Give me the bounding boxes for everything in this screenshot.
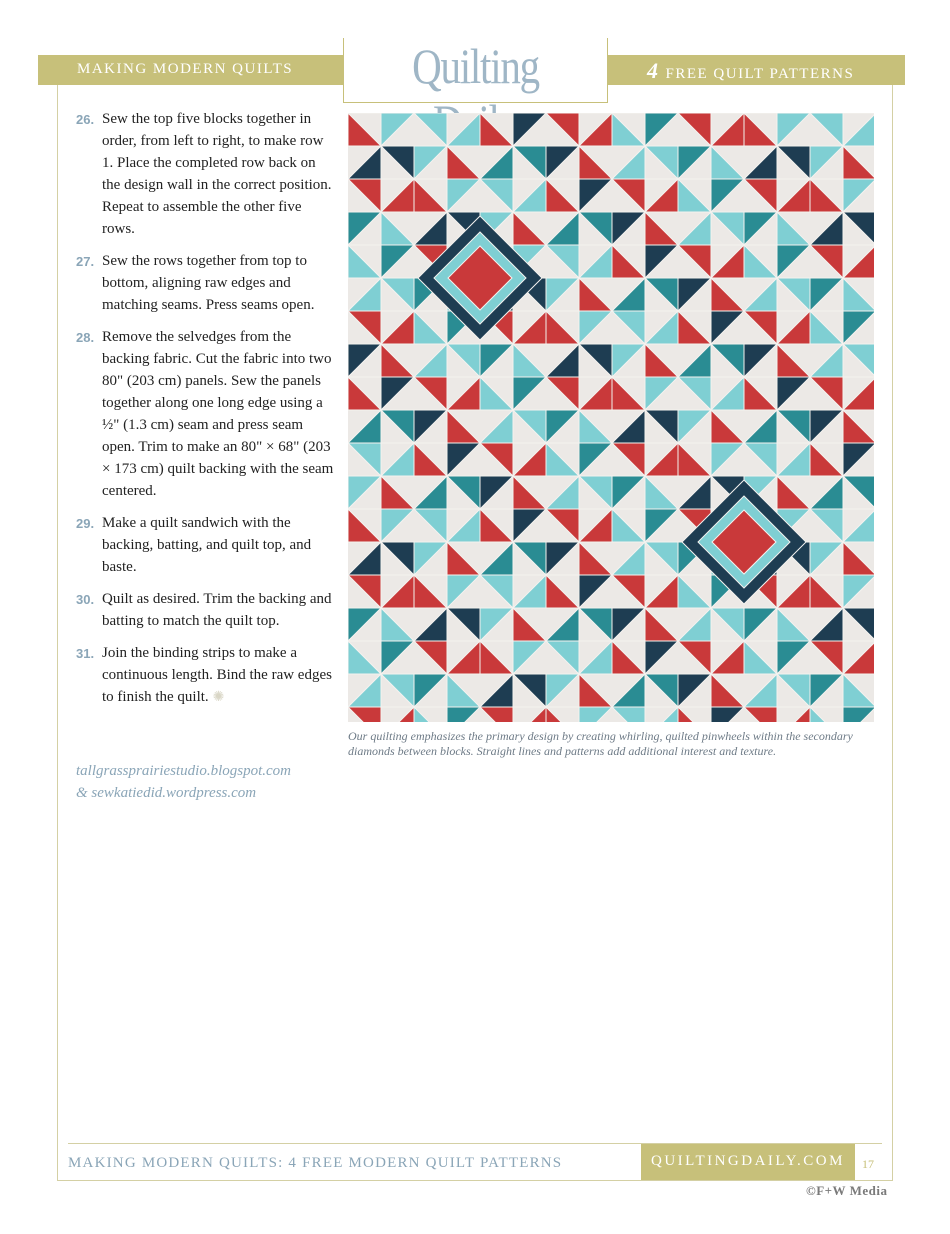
designer-links: [76, 760, 291, 804]
quilt-patch: [645, 641, 678, 674]
quilt-patch: [348, 575, 381, 608]
quilt-patch: [711, 707, 744, 722]
quilt-patch: [579, 410, 612, 443]
quilt-patch: [612, 146, 645, 179]
quilt-patch: [843, 443, 874, 476]
quilt-patch: [348, 443, 381, 476]
quilt-patch: [678, 245, 711, 278]
quilt-patch: [777, 608, 810, 641]
quilt-patch: [579, 146, 612, 179]
quilt-patch: [348, 707, 381, 722]
quilt-patch: [711, 311, 744, 344]
quilt-patch: [480, 542, 513, 575]
quilt-patch: [480, 674, 513, 707]
step-text: Quilt as desired. Trim the backing and batting to match the quilt top.: [102, 591, 332, 629]
quilt-patch: [513, 377, 546, 410]
quilt-patch: [744, 146, 777, 179]
quilt-patch: [612, 179, 645, 212]
quilt-patch: [546, 377, 579, 410]
quilt-patch: [810, 509, 843, 542]
page-number: 17: [862, 1157, 874, 1171]
step-number: 31.: [76, 646, 95, 661]
quilt-patch: [546, 344, 579, 377]
header-section-title: MAKING MODERN QUILTS: [77, 61, 294, 77]
quilt-patch: [711, 674, 744, 707]
quilt-patch: [645, 509, 678, 542]
quilt-patch: [645, 377, 678, 410]
quilt-patch: [744, 179, 777, 212]
quilt-patch: [579, 674, 612, 707]
quilt-patch: [810, 641, 843, 674]
quilt-patch: [513, 476, 546, 509]
quilt-patch: [348, 410, 381, 443]
quilt-patch: [843, 311, 874, 344]
quilt-patch: [414, 509, 447, 542]
quilt-patch: [810, 245, 843, 278]
quilt-patch: [513, 113, 546, 146]
quilt-patch: [711, 443, 744, 476]
quilt-patch: [645, 113, 678, 146]
footer-site-link[interactable]: QUILTINGDAILY.COM: [651, 1153, 845, 1169]
quilt-patch: [612, 542, 645, 575]
quilt-patch: [480, 179, 513, 212]
quilt-patch: [414, 212, 447, 245]
quilt-patch: [612, 278, 645, 311]
quilt-patch: [381, 377, 414, 410]
step-text: Make a quilt sandwich with the backing, batting, and quilt top, and baste.: [102, 515, 312, 575]
step-item: [76, 588, 334, 632]
quilt-patch: [579, 311, 612, 344]
end-mark-icon: ✺: [212, 690, 225, 705]
quilt-patch: [645, 212, 678, 245]
quilt-patch: [777, 344, 810, 377]
brand-logo-text: Quilting: [412, 38, 539, 94]
quilt-patch: [546, 641, 579, 674]
quilt-patch: [843, 707, 874, 722]
quilt-patch: [546, 509, 579, 542]
quilt-patch: [546, 113, 579, 146]
quilt-patch: [744, 410, 777, 443]
quilt-patch: [810, 113, 843, 146]
quilt-patch: [480, 707, 513, 722]
quilt-patch: [645, 476, 678, 509]
quilt-patch: [546, 476, 579, 509]
quilt-patch: [777, 476, 810, 509]
quilt-patch: [414, 113, 447, 146]
quilt-patch: [381, 509, 414, 542]
quilt-patch: [612, 443, 645, 476]
quilt-patch: [678, 212, 711, 245]
quilt-patch: [513, 641, 546, 674]
quilt-patch: [414, 608, 447, 641]
step-number: 28.: [76, 330, 95, 345]
quilt-patch: [414, 377, 447, 410]
step-text: Sew the rows together from top to bottom, aligning raw edges and matching seams. Press seams open.: [102, 253, 315, 313]
quilt-patch: [447, 179, 480, 212]
quilt-patch: [381, 212, 414, 245]
footer-publication-title: MAKING MODERN QUILTS: 4 FREE MODERN QUILT PATTERNS: [68, 1155, 563, 1171]
quilt-patch: [480, 443, 513, 476]
photo-caption: Our quilting emphasizes the primary design by creating whirling, quilted pinwheels within the secondary diamonds between blocks. Straight lines and patterns add additional interest and texture.: [348, 729, 853, 758]
quilt-patch: [678, 608, 711, 641]
step-number: 30.: [76, 592, 95, 607]
quilt-patch: [678, 641, 711, 674]
quilt-patch: [744, 278, 777, 311]
quilt-patch: [480, 410, 513, 443]
quilt-patch: [381, 608, 414, 641]
quilt-patch: [645, 344, 678, 377]
quilt-patch: [447, 443, 480, 476]
quilt-patch: [348, 278, 381, 311]
quilt-patch: [810, 476, 843, 509]
quilt-patch: [678, 113, 711, 146]
quilt-patch: [513, 344, 546, 377]
step-item: [76, 250, 334, 316]
quilt-patch: [579, 443, 612, 476]
step-item: [76, 642, 334, 709]
quilt-patch: [513, 509, 546, 542]
quilt-patch: [678, 476, 711, 509]
quilt-patch: [348, 179, 381, 212]
quilt-patch: [381, 245, 414, 278]
quilt-patch: [810, 608, 843, 641]
copyright-notice: ©F+W Media: [806, 1183, 888, 1198]
step-item: [76, 108, 334, 240]
quilt-illustration: [348, 113, 874, 722]
step-number: 29.: [76, 516, 95, 531]
quilt-patch: [447, 674, 480, 707]
quilt-patch: [612, 410, 645, 443]
quilt-patch: [348, 146, 381, 179]
quilt-patch: [744, 443, 777, 476]
quilt-photo: [348, 113, 874, 722]
quilt-patch: [447, 410, 480, 443]
designer-link[interactable]: tallgrassprairiestudio.blogspot.com: [76, 763, 292, 779]
quilt-patch: [513, 212, 546, 245]
quilt-patch: [348, 542, 381, 575]
quilt-patch: [546, 245, 579, 278]
quilt-patch: [744, 674, 777, 707]
quilt-patch: [843, 575, 874, 608]
pattern-count-label: FREE QUILT PATTERNS: [665, 66, 855, 82]
pattern-count-number: 4: [647, 58, 660, 83]
quilt-patch: [777, 377, 810, 410]
quilt-patch: [843, 278, 874, 311]
header-pattern-count: [647, 58, 854, 84]
quilt-patch: [777, 245, 810, 278]
footer-site-badge[interactable]: [641, 1144, 855, 1180]
quilt-patch: [744, 707, 777, 722]
quilt-patch: [612, 311, 645, 344]
quilt-patch: [843, 410, 874, 443]
quilt-patch: [414, 641, 447, 674]
step-number: 27.: [76, 254, 95, 269]
quilt-patch: [711, 179, 744, 212]
quilt-patch: [414, 344, 447, 377]
quilt-patch: [678, 377, 711, 410]
quilt-patch: [645, 608, 678, 641]
step-item: [76, 512, 334, 578]
quilt-patch: [843, 542, 874, 575]
step-text: Remove the selvedges from the backing fabric. Cut the fabric into two 80" (203 cm) panels. Sew the panels together along one long edge using a ½" (1.3 cm) seam and press seam open. Trim to make an 80" × 68" (203 × 173 cm) quilt backing with the seam centered.: [102, 329, 334, 499]
quilt-patch: [612, 707, 645, 722]
quilt-patch: [480, 146, 513, 179]
quilt-patch: [579, 707, 612, 722]
quilt-patch: [810, 212, 843, 245]
quilt-patch: [414, 476, 447, 509]
step-text: Sew the top five blocks together in order, from left to right, to make row 1. Place the completed row back on the design wall in the correct position. Repeat to assemble the other five rows.: [102, 111, 332, 237]
step-text: Join the binding strips to make a continuous length. Bind the raw edges to finish the quilt.: [102, 645, 332, 705]
quilt-patch: [777, 641, 810, 674]
quilt-patch: [843, 674, 874, 707]
quilt-patch: [381, 113, 414, 146]
quilt-patch: [810, 377, 843, 410]
quilt-patch: [777, 113, 810, 146]
quilt-patch: [447, 542, 480, 575]
quilt-patch: [678, 344, 711, 377]
step-item: [76, 326, 334, 502]
quilt-patch: [579, 542, 612, 575]
quilt-patch: [810, 344, 843, 377]
quilt-patch: [480, 575, 513, 608]
quilt-patch: [711, 146, 744, 179]
quilt-patch: [348, 674, 381, 707]
quilt-patch: [513, 608, 546, 641]
quilt-patch: [348, 311, 381, 344]
step-number: 26.: [76, 112, 95, 127]
quilt-patch: [381, 641, 414, 674]
quilt-patch: [744, 311, 777, 344]
quilt-patch: [612, 674, 645, 707]
quilt-patch: [843, 146, 874, 179]
quilt-patch: [579, 278, 612, 311]
quilt-patch: [447, 146, 480, 179]
quilt-patch: [381, 344, 414, 377]
quilt-patch: [447, 707, 480, 722]
quilt-patch: [546, 212, 579, 245]
quilt-patch: [645, 245, 678, 278]
quilt-patch: [612, 575, 645, 608]
quilt-patch: [711, 278, 744, 311]
quilt-patch: [579, 575, 612, 608]
quilt-patch: [381, 476, 414, 509]
quilt-patch: [579, 179, 612, 212]
quilt-patch: [711, 410, 744, 443]
quilt-patch: [447, 575, 480, 608]
quilt-patch: [546, 608, 579, 641]
quilt-patch: [843, 179, 874, 212]
instruction-steps: [76, 108, 334, 719]
quilt-patch: [777, 212, 810, 245]
designer-link[interactable]: & sewkatiedid.wordpress.com: [76, 785, 257, 801]
